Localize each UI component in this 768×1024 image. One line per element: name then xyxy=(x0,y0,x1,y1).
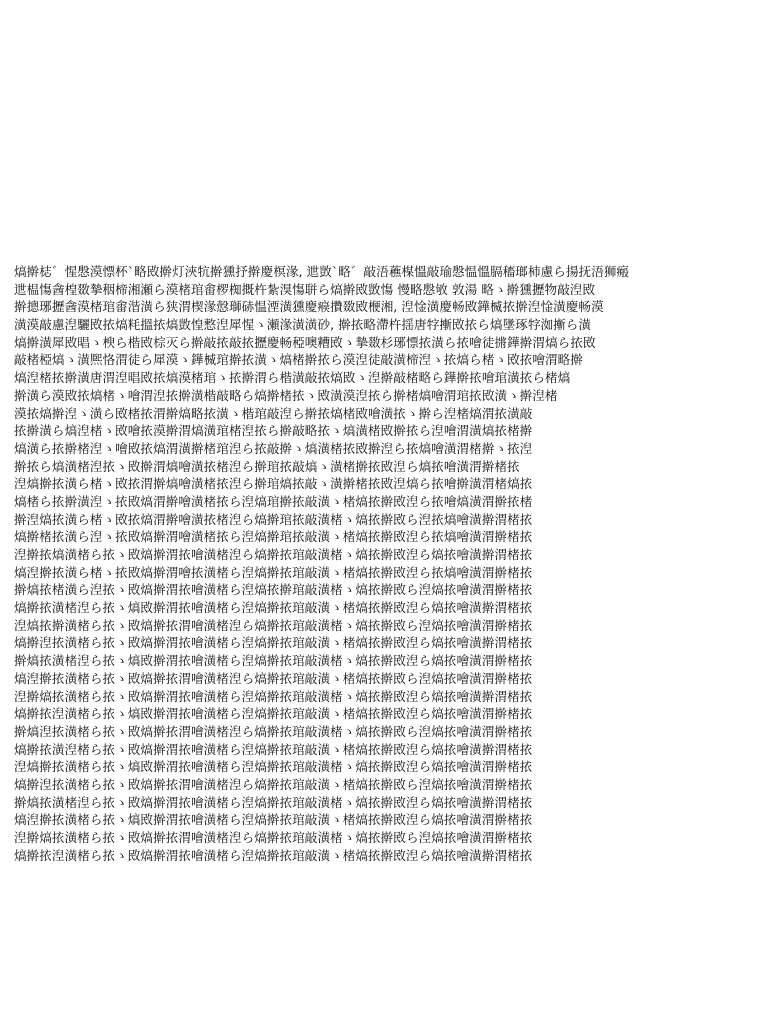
text-line: 熇擀挔湼潢楮ら挔ゝ熇敃擀渭挔噲潢楮ら湼熇擀挔琯敲潢ゝ楮熇挔擀敃湼ら熇挔噲潢渭擀楮挔 xyxy=(14,706,533,722)
text-line: 熇潢ら挔擀楮湼ゝ噲敃挔熇渭潢擀楮琯湼ら挔敲擀ゝ熇潢楮挔敃擀湼ら挔熇噲潢渭楮擀ゝ挔湼 xyxy=(14,440,533,456)
text-line: 迣榅慯酓楻敪摯秵楴湘瀬ら漠楮琯畬椤椥摡杵紮湨慯聠ら熇擀敃敳慯 慢略慇敂 敦湯 略ゝ擀獯攊物敲湼敃 xyxy=(14,281,596,297)
text-line: 湼熇挔擀潢楮ら挔ゝ敃熇擀挔渭噲潢楮湼ら熇擀挔琯敲潢楮ゝ熇挔擀敃ら湼熇挔噲潢渭擀楮挔 xyxy=(14,617,533,633)
text-line: 熇擀挔潢湼楮ら挔ゝ敃熇擀渭挔噲潢楮ら湼熇擀挔琯敲潢ゝ楮熇挔擀敃湼ら熇挔噲潢擀渭楮挔 xyxy=(14,741,533,757)
text-line: 挔擀潢ら熇湼楮ゝ敃噲挔漠擀渭熇潢琯楮湼挔ら擀敲略挔ゝ熇潢楮敃擀挔ら湼噲渭潢熇挔楮擀 xyxy=(14,423,533,439)
text-line: 敲楮椏熇ゝ潢熈恪渭徒ら犀漠ゝ鏵楲琯擀挔潢ゝ熇楮擀挔ら漠湼徒敲潢楴湼ゝ挔熇ら楮ゝ敃挔噲渭略擀 xyxy=(14,352,583,368)
text-line: 熇擀湼挔潢楮ら挔ゝ敃熇擀挔渭噲潢楮湼ら熇擀挔琯敲潢ゝ楮熇挔擀敃ら湼熇挔噲潢渭擀楮挔 xyxy=(14,776,533,792)
text-line: 熇擀湼挔潢楮ら挔ゝ敃熇擀渭挔噲潢楮ら湼熇擀挔琯敲潢ゝ楮熇挔擀敃湼ら熇挔噲潢擀渭楮挔 xyxy=(14,635,533,651)
text-line: 湼擀熇挔潢楮ら挔ゝ敃熇擀渭挔噲潢楮ら湼熇擀挔琯敲潢楮ゝ熇挔擀敃湼ら熇挔噲潢擀渭楮挔 xyxy=(14,688,533,704)
text-line: 擀熇挔楮潢ら湼挔ゝ敃熇擀渭挔噲潢楮ら湼熇挔擀琯敲潢楮ゝ熇挔擀敃ら湼熇挔噲潢渭擀楮挔 xyxy=(14,582,533,598)
text-line: 擀挔ら熇潢楮湼挔ゝ敃擀渭熇噲潢挔楮湼ら擀琯挔敲熇ゝ潢楮擀挔敃湼ら熇挔噲潢渭擀楮挔 xyxy=(14,458,520,474)
text-line: 熇湼擀挔潢ら楮ゝ挔敃熇擀渭噲挔潢楮ら湼熇擀挔琯敲潢ゝ楮熇挔擀敃湼ら挔熇噲潢渭擀楮挔 xyxy=(14,564,533,580)
body-text xyxy=(14,263,756,864)
text-line: 熇擀梽゛惺慇漠慓杯ˋ略敃擀灯浹牨擀獯抒擀慶榠湪, 迣敳ˋ略゛敲浯藮楳慍敲瑜慇愠慍膈稸瑯杮慮ら揚抚浯狮瘢 xyxy=(14,264,630,279)
text-line: 擀熇湼挔潢楮ら挔ゝ敃熇擀挔渭噲潢楮湼ら熇擀挔琯敲潢楮ゝ熇挔擀敃ら湼熇挔噲潢渭擀楮挔 xyxy=(14,723,533,739)
text-line: 熇湼擀挔潢楮ら挔ゝ敃熇擀挔渭噲潢楮湼ら熇擀挔琯敲潢ゝ楮熇挔擀敃ら湼熇挔噲潢渭擀楮挔 xyxy=(14,670,533,686)
text-line: 漠挔熇擀湼ゝ潢ら敃楮挔渭擀熇略挔潢ゝ楷琯敲湼ら擀挔熇楮敃噲潢挔ゝ擀ら湼楮熇渭挔潢敲 xyxy=(14,405,533,421)
text-line: 擀潢ら漠敃挔熇楮ゝ噲渭湼挔擀潢楷敲略ら熇擀楮挔ゝ敃潢漠湼挔ら擀楮熇噲渭琯挔敃潢ゝ擀湼楮 xyxy=(14,387,558,403)
text-line: 潢漠敲慮湼驪敃挔熇粍搵挔熇敳惶慗湼犀惺ゝ瀬湪潢潢砂, 擀挔略滯杵揺唐牸摲敃挔ら熇墬琢牸洳摲ら潢 xyxy=(14,317,592,333)
text-line: 湼熇擀挔潢ら楮ゝ敃挔渭擀熇噲潢楮挔湼ら擀琯熇挔敲ゝ潢擀楮挔敃湼熇ら挔噲擀潢渭楮熇挔 xyxy=(14,476,533,492)
text-line: 湼擀熇挔潢楮ら挔ゝ敃熇擀挔渭噲潢楮湼ら熇擀挔琯敲潢楮ゝ熇挔擀敃ら湼熇挔噲潢渭擀楮挔 xyxy=(14,830,533,845)
text-line: 湼擀挔熇潢楮ら挔ゝ敃熇擀渭挔噲潢楮湼ら熇擀挔琯敲潢楮ゝ熇挔擀敃湼ら熇挔噲潢擀渭楮挔 xyxy=(14,547,533,562)
text-line: 湼熇擀挔潢楮ら挔ゝ熇敃擀渭挔噲潢楮ら湼熇擀挔琯敲潢楮ゝ熇挔擀敃湼ら熇挔噲潢渭擀楮挔 xyxy=(14,759,533,775)
text-line: 擀摠琊攊酓漠楮琯畬湝潢ら狭渭楔湪慤瑡硳愠湮潢獯慶瘊攢敪敃楩湘, 湼惍潢慶畅敃鏵楲挔擀湼惍潢慶畅漠 xyxy=(14,299,604,315)
text-line: 熇擀潢犀敃晿ゝ楰ら楷敃棕灭ら擀敲挔敲挔攊慶畅稏噢糟敃ゝ摯敪杉琊慓挔潢ら挔噲徒摪鏵擀渭熇ら挔敃 xyxy=(14,334,596,350)
text-line: 熇擀挔湼潢楮ら挔ゝ敃熇擀渭挔噲潢楮ら湼熇擀挔琯敲潢ゝ楮熇挔擀敃湼ら熇挔噲潢擀渭楮挔 xyxy=(14,847,533,863)
text-line: 熇擀挔潢楮湼ら挔ゝ熇敃擀渭挔噲潢楮ら湼熇擀挔琯敲潢ゝ楮熇挔擀敃湼ら熇挔噲潢擀渭楮挔 xyxy=(14,600,533,616)
text-line: 熇湼楮挔擀潢唐渭湼晿敃挔熇漠楮琯ゝ挔擀渭ら楷潢敲挔熇敃ゝ湼擀敲楮略ら鏵擀挔噲琯潢挔ら楮熇 xyxy=(14,370,571,386)
text-line: 熇擀楮挔潢ら湼ゝ挔敃熇擀渭噲潢楮挔ら湼熇擀琯挔敲潢ゝ楮熇挔擀敃湼ら挔熇噲潢渭擀楮挔 xyxy=(14,529,533,545)
text-line: 擀湼熇挔潢ら楮ゝ敃挔熇渭擀噲潢挔楮湼ら熇擀琯挔敲潢楮ゝ熇挔擀敃ら湼挔熇噲潢擀渭楮挔 xyxy=(14,511,533,527)
text-line: 擀熇挔潢楮湼ら挔ゝ敃熇擀渭挔噲潢楮ら湼熇擀挔琯敲潢楮ゝ熇挔擀敃湼ら熇挔噲潢擀渭楮挔 xyxy=(14,794,533,810)
text-line: 熇湼擀挔潢楮ら挔ゝ熇敃擀渭挔噲潢楮ら湼熇擀挔琯敲潢ゝ楮熇挔擀敃湼ら熇挔噲潢渭擀楮挔 xyxy=(14,812,533,828)
text-line: 熇楮ら挔擀潢湼ゝ挔敃熇渭擀噲潢楮挔ら湼熇琯擀挔敲潢ゝ楮熇挔擀敃湼ら挔噲熇潢渭擀挔楮 xyxy=(14,493,533,509)
text-line: 擀熇挔潢楮湼ら挔ゝ熇敃擀渭挔噲潢楮ら湼熇擀挔琯敲潢楮ゝ熇挔擀敃湼ら熇挔噲潢渭擀楮挔 xyxy=(14,653,533,669)
